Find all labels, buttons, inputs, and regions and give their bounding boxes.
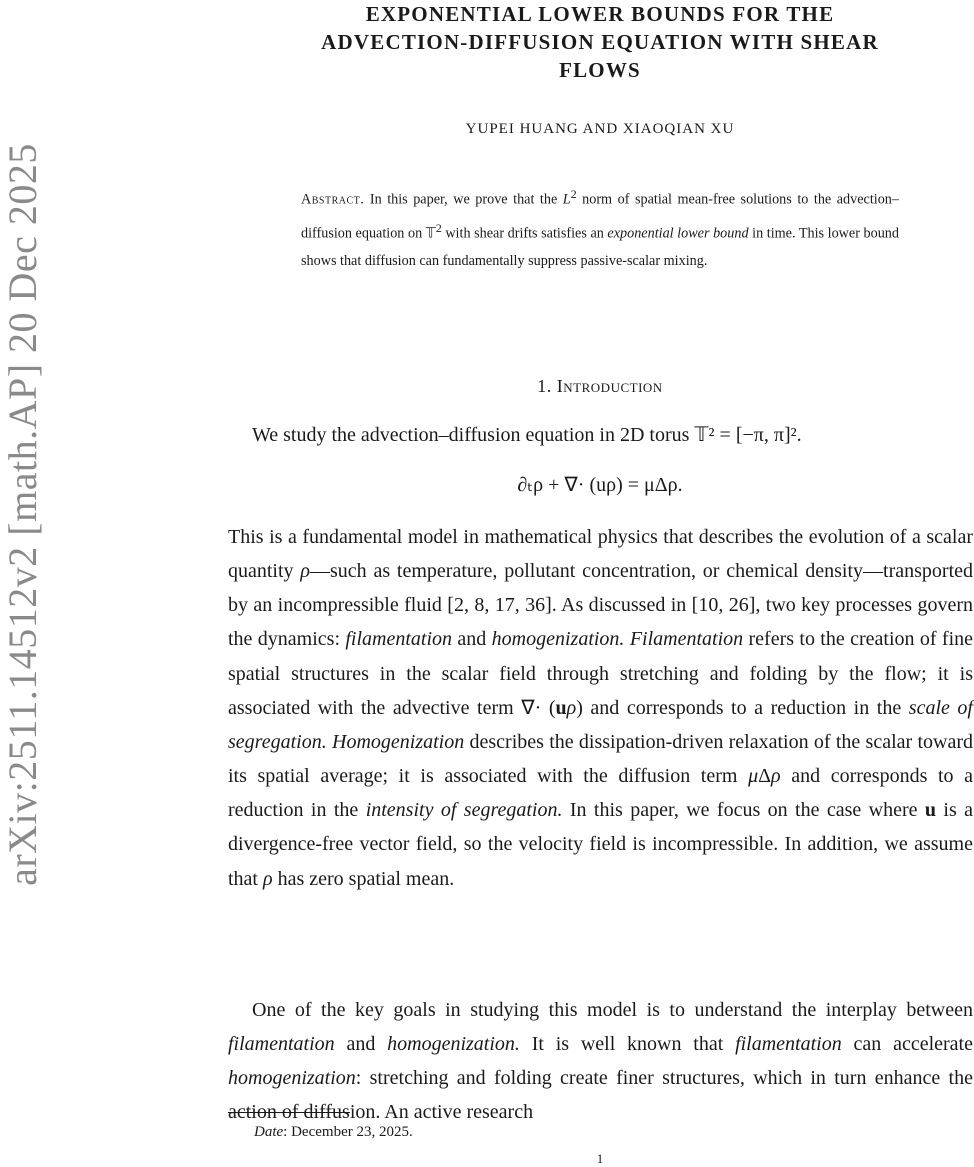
section-number: 1. (537, 376, 552, 396)
text-run: One of the key goals in studying this model is to understand the interplay between (252, 999, 973, 1021)
paragraph-text (228, 520, 973, 896)
text-run: —such as temperature, pollutant concentration, or chemical density—transported by an incompressible fluid [2, 8, 17, 36]. As discussed in [10, 26], two key processes govern the dynamics: (228, 560, 973, 651)
torus-exponent: 2 (435, 220, 442, 235)
emphasis-run: ρ (263, 867, 273, 890)
emphasis-run: Homogenization (332, 730, 465, 753)
emphasis-run: ρ (566, 696, 577, 719)
page-number-row (0, 1151, 974, 1167)
text-run: : stretching and folding create finer structures, which in turn enhance the action of diffusion. An active research (228, 1067, 973, 1124)
title-line: ADVECTION-DIFFUSION EQUATION WITH SHEAR (321, 30, 879, 54)
text-run: and (334, 1033, 388, 1056)
paper-title (230, 0, 970, 84)
bold-symbol: u (555, 696, 567, 719)
text-run: is a divergence-free vector field, so the velocity field is incompressible. In addition, we assume that (228, 799, 974, 890)
emphasis-run: μ (748, 765, 759, 788)
emphasis-run: ρ (771, 765, 781, 788)
emphasis-run: homogenization. (491, 628, 625, 651)
text-run: and (452, 628, 492, 651)
text-run: has zero spatial mean. (272, 867, 455, 890)
page-number: 1 (596, 1151, 604, 1166)
abstract-text: with shear drifts satisfies an (441, 225, 608, 242)
arxiv-sidebar-stamp (0, 124, 45, 904)
author-list: YUPEI HUANG AND XIAOQIAN XU (465, 121, 735, 137)
footnote-rule (228, 1112, 350, 1113)
abstract (301, 180, 899, 275)
norm-exponent: 2 (570, 187, 577, 201)
emphasis-run: filamentation (228, 1033, 335, 1056)
abstract-text: In this paper, we prove that the (369, 191, 563, 208)
paragraph (228, 993, 973, 1130)
emphasis-run: homogenization. (387, 1033, 520, 1056)
text-run: describes the dissipation-driven relaxation of the scalar toward its spatial average; it is associated with the diffusion term (228, 730, 974, 788)
norm-symbol: L (562, 191, 571, 208)
arxiv-identifier: arXiv:2511.14512v2 [math.AP] 20 Dec 2025 (0, 142, 45, 886)
paragraph (228, 520, 973, 896)
emphasis-run: scale of segregation. (228, 696, 973, 753)
intro-sentence: We study the advection–diffusion equation in 2D torus 𝕋² = [−π, π]². (252, 424, 802, 446)
footnote-label: Date (254, 1124, 284, 1140)
emphasis-run: filamentation (735, 1033, 842, 1056)
footnote-text: : December 23, 2025. (283, 1124, 413, 1140)
text-run: In this paper, we focus on the case where (562, 799, 925, 822)
text-run: It is well known that (519, 1033, 736, 1056)
title-line: EXPONENTIAL LOWER BOUNDS FOR THE (365, 2, 835, 26)
abstract-emphasis: exponential lower bound (607, 225, 749, 242)
text-run: ) and corresponds to a reduction in the (576, 696, 909, 719)
section-heading (230, 376, 970, 397)
abstract-text: norm of spatial mean-free solutions to the advection–diffusion equation on (301, 191, 899, 242)
footnote (254, 1124, 413, 1141)
advection-diffusion-equation: ∂ₜρ + ∇· (uρ) = μΔρ. (517, 474, 683, 496)
text-run: This is a fundamental model in mathematical physics that describes the evolution of a scalar quantity (228, 526, 973, 583)
abstract-text: in time. This lower bound shows that diffusion can fundamentally suppress passive-scalar mixing. (301, 225, 899, 270)
text-run: refers to the creation of fine spatial structures in the scalar field through stretching and folding by the flow; it is associated with the advective term ∇· ( (228, 628, 973, 719)
bold-symbol: u (924, 799, 937, 822)
title-line: FLOWS (559, 58, 641, 82)
text-run: can accelerate (841, 1033, 973, 1056)
emphasis-run: Filamentation (629, 628, 744, 651)
emphasis-run: intensity of segregation. (365, 799, 563, 822)
emphasis-run: homogenization (228, 1067, 356, 1090)
emphasis-run: ρ (300, 560, 310, 583)
text-run: Δ (758, 765, 771, 788)
abstract-heading: Abstract. (301, 191, 365, 208)
text-run: and corresponds to a reduction in the (228, 765, 974, 822)
section-title: Introduction (556, 376, 663, 396)
paragraph-text (228, 993, 973, 1130)
torus-symbol: 𝕋 (425, 225, 436, 242)
emphasis-run: filamentation (345, 628, 453, 651)
